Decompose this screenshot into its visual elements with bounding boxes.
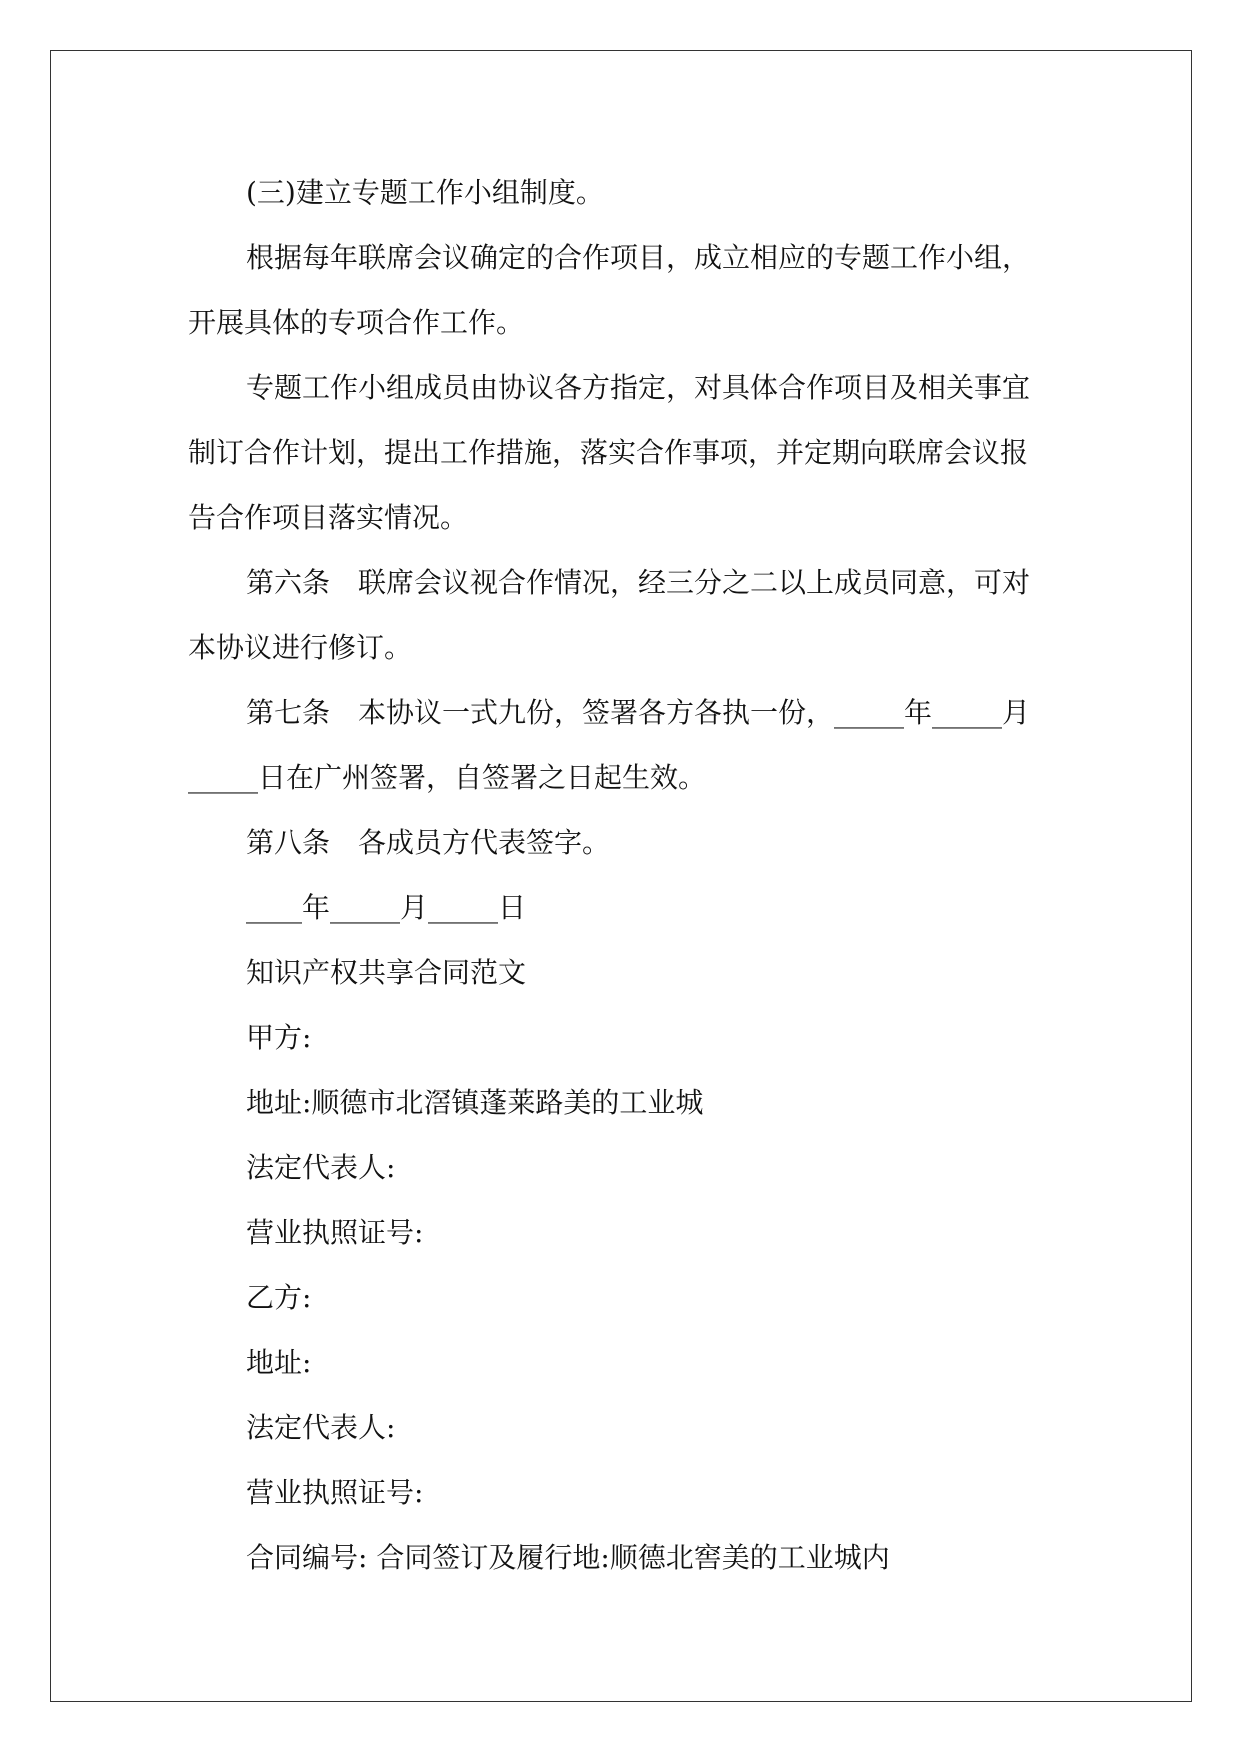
text-line: 本协议进行修订。 — [188, 631, 413, 664]
party-a-license: 营业执照证号: — [246, 1216, 424, 1249]
date-line: ____年_____月_____日 — [246, 891, 527, 924]
text-line: 根据每年联席会议确定的合作项目，成立相应的专题工作小组， — [246, 241, 1031, 274]
text-line: 第八条 各成员方代表签字。 — [246, 826, 611, 859]
party-a-address: 地址:顺德市北滘镇蓬莱路美的工业城 — [246, 1086, 704, 1119]
text-line: 开展具体的专项合作工作。 — [188, 306, 525, 339]
party-a-label: 甲方: — [246, 1021, 312, 1054]
text-line: 制订合作计划，提出工作措施，落实合作事项，并定期向联席会议报 — [188, 436, 1029, 469]
party-a-representative: 法定代表人: — [246, 1151, 396, 1184]
party-b-address: 地址: — [246, 1346, 312, 1379]
document-body — [188, 160, 1068, 1590]
text-line: _____日在广州签署，自签署之日起生效。 — [188, 761, 707, 794]
text-line: 专题工作小组成员由协议各方指定，对具体合作项目及相关事宜 — [246, 371, 1031, 404]
party-b-label: 乙方: — [246, 1281, 312, 1314]
text-line: 第六条 联席会议视合作情况，经三分之二以上成员同意，可对 — [246, 566, 1031, 599]
text-line: 第七条 本协议一式九份，签署各方各执一份，_____年_____月 — [246, 696, 1031, 729]
contract-title: 知识产权共享合同范文 — [246, 956, 527, 989]
text-line: (三)建立专题工作小组制度。 — [246, 176, 604, 209]
party-b-license: 营业执照证号: — [246, 1476, 424, 1509]
text-line: 告合作项目落实情况。 — [188, 501, 469, 534]
party-b-representative: 法定代表人: — [246, 1411, 396, 1444]
contract-number-line: 合同编号: 合同签订及履行地:顺德北窖美的工业城内 — [246, 1541, 890, 1574]
